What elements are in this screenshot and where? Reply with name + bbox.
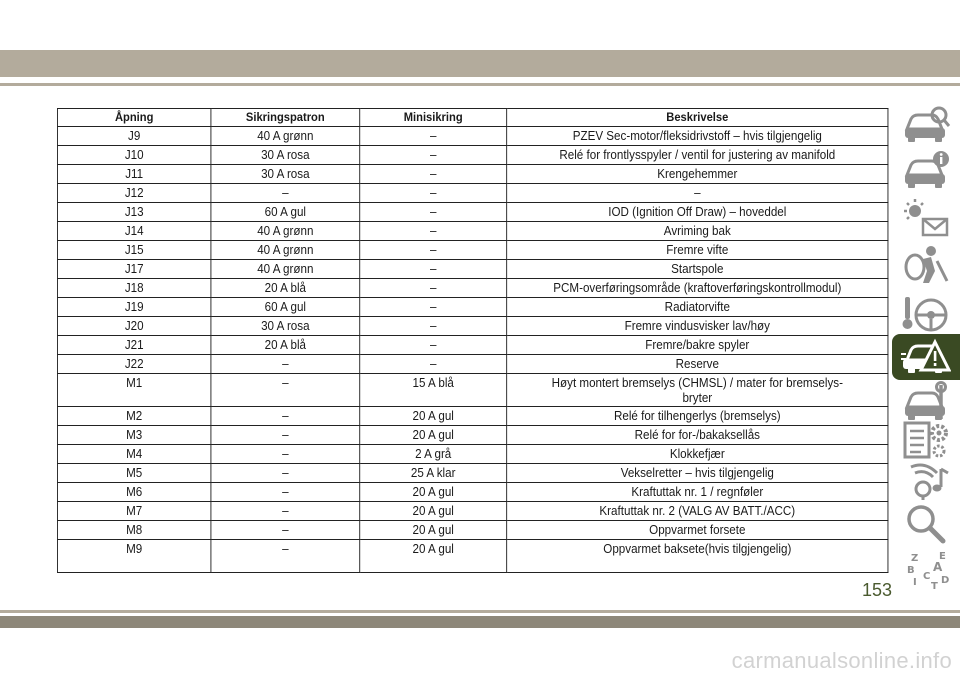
multimedia-music-icon	[901, 459, 951, 506]
cell-mini: –	[360, 165, 507, 184]
nav-tab-multimedia-music[interactable]	[892, 458, 960, 506]
cell-description: Reserve	[507, 355, 888, 374]
cell-slot: J17	[57, 260, 210, 279]
table-row	[57, 146, 887, 165]
cell-slot: M1	[57, 374, 210, 407]
table-row	[57, 407, 887, 426]
cell-slot: M7	[57, 502, 210, 521]
cell-cartridge: –	[211, 374, 360, 407]
nav-tab-search-magnifier[interactable]	[892, 502, 960, 550]
cell-slot: J13	[57, 203, 210, 222]
cell-description: Startspole	[507, 260, 888, 279]
table-row	[57, 483, 887, 502]
table-row	[57, 279, 887, 298]
table-row	[57, 464, 887, 483]
table-row	[57, 203, 887, 222]
cell-mini: –	[360, 184, 507, 203]
cell-cartridge: 40 A grønn	[211, 127, 360, 146]
cell-cartridge: –	[211, 355, 360, 374]
table-row	[57, 426, 887, 445]
table-row	[57, 355, 887, 374]
table-row	[57, 184, 887, 203]
table-row	[57, 502, 887, 521]
table-row	[57, 374, 887, 407]
cell-description: Oppvarmet forsete	[507, 521, 888, 540]
nav-tab-index-letters[interactable]	[892, 548, 960, 596]
search-magnifier-icon	[901, 503, 951, 550]
table-row	[57, 222, 887, 241]
header-band	[0, 50, 960, 77]
cell-description: Relé for frontlysspyler / ventil for justering av manifold	[507, 146, 888, 165]
cell-slot: J20	[57, 317, 210, 336]
table-row	[57, 127, 887, 146]
footer-band	[0, 616, 960, 628]
table-header-row	[57, 109, 887, 127]
cell-mini: –	[360, 127, 507, 146]
cell-cartridge: 20 A blå	[211, 336, 360, 355]
cell-cartridge: –	[211, 445, 360, 464]
cell-cartridge: 30 A rosa	[211, 317, 360, 336]
cell-cartridge: 40 A grønn	[211, 222, 360, 241]
car-search-icon	[901, 103, 951, 150]
cell-description: Fremre vifte	[507, 241, 888, 260]
cell-mini: 20 A gul	[360, 540, 507, 573]
svg-text:E: E	[939, 550, 946, 562]
svg-text:A: A	[933, 559, 943, 574]
col-header-sikringspatron: Sikringspatron	[211, 109, 360, 127]
cell-mini: –	[360, 355, 507, 374]
cell-cartridge: 60 A gul	[211, 298, 360, 317]
cell-cartridge: –	[211, 540, 360, 573]
cell-cartridge: –	[211, 464, 360, 483]
cell-description: Fremre/bakre spyler	[507, 336, 888, 355]
col-header-apning: Åpning	[57, 109, 210, 127]
cell-slot: M5	[57, 464, 210, 483]
cell-mini: 20 A gul	[360, 521, 507, 540]
table-row	[57, 241, 887, 260]
table-row	[57, 336, 887, 355]
cell-slot: J12	[57, 184, 210, 203]
cell-mini: –	[360, 222, 507, 241]
table-row	[57, 260, 887, 279]
svg-text:I: I	[913, 576, 917, 588]
svg-text:T: T	[931, 580, 938, 591]
airbag-passenger-icon	[901, 245, 951, 292]
cell-description: IOD (Ignition Off Draw) – hoveddel	[507, 203, 888, 222]
nav-tab-airbag-passenger[interactable]	[892, 244, 960, 292]
cell-description: Krengehemmer	[507, 165, 888, 184]
cell-slot: M8	[57, 521, 210, 540]
cell-mini: –	[360, 336, 507, 355]
svg-text:D: D	[941, 574, 950, 586]
cell-description: Relé for for-/bakaksellås	[507, 426, 888, 445]
cell-mini: –	[360, 241, 507, 260]
cell-slot: M9	[57, 540, 210, 573]
page-number: 153	[861, 580, 892, 600]
cell-description: Kraftuttak nr. 1 / regnføler	[507, 483, 888, 502]
cell-mini: 25 A klar	[360, 464, 507, 483]
cell-mini: –	[360, 279, 507, 298]
footer-rule	[0, 610, 960, 613]
cell-mini: 20 A gul	[360, 426, 507, 445]
nav-tab-warning-lights-message[interactable]	[892, 196, 960, 244]
cell-slot: M6	[57, 483, 210, 502]
cell-cartridge: 40 A grønn	[211, 241, 360, 260]
cell-slot: J21	[57, 336, 210, 355]
cell-slot: M3	[57, 426, 210, 445]
cell-cartridge: –	[211, 407, 360, 426]
cell-mini: 20 A gul	[360, 502, 507, 521]
cell-description: Avriming bak	[507, 222, 888, 241]
cell-description: PZEV Sec-motor/fleksidrivstoff – hvis tilgjengelig	[507, 127, 888, 146]
cell-cartridge: 30 A rosa	[211, 146, 360, 165]
cell-slot: M2	[57, 407, 210, 426]
cell-mini: 20 A gul	[360, 407, 507, 426]
col-header-minisikring: Minisikring	[360, 109, 507, 127]
cell-description: Klokkefjær	[507, 445, 888, 464]
cell-mini: 2 A grå	[360, 445, 507, 464]
cell-mini: –	[360, 146, 507, 165]
cell-cartridge: –	[211, 426, 360, 445]
cell-cartridge: –	[211, 502, 360, 521]
watermark: carmanualsonline.info	[731, 648, 952, 673]
nav-tab-car-info[interactable]	[892, 148, 960, 196]
cell-description: Oppvarmet baksete(hvis tilgjengelig)	[507, 540, 888, 573]
cell-cartridge: 20 A blå	[211, 279, 360, 298]
cell-slot: J22	[57, 355, 210, 374]
nav-tab-car-hazard-warning[interactable]	[892, 334, 960, 380]
cell-mini: –	[360, 203, 507, 222]
cell-cartridge: –	[211, 521, 360, 540]
cell-description: Kraftuttak nr. 2 (VALG AV BATT./ACC)	[507, 502, 888, 521]
cell-cartridge: 40 A grønn	[211, 260, 360, 279]
index-letters-icon	[901, 549, 951, 596]
cell-slot: J9	[57, 127, 210, 146]
cell-slot: J14	[57, 222, 210, 241]
cell-slot: J10	[57, 146, 210, 165]
cell-description: Relé for tilhengerlys (bremselys)	[507, 407, 888, 426]
cell-slot: J19	[57, 298, 210, 317]
cell-cartridge: 30 A rosa	[211, 165, 360, 184]
cell-cartridge: –	[211, 184, 360, 203]
warning-lights-message-icon	[901, 197, 951, 244]
svg-text:C: C	[923, 570, 931, 582]
cell-slot: J11	[57, 165, 210, 184]
table-row	[57, 540, 887, 573]
cell-cartridge: 60 A gul	[211, 203, 360, 222]
table-row	[57, 298, 887, 317]
cell-mini: 20 A gul	[360, 483, 507, 502]
cell-mini: –	[360, 298, 507, 317]
cell-mini: –	[360, 317, 507, 336]
svg-text:B: B	[907, 564, 915, 576]
cell-mini: –	[360, 260, 507, 279]
cell-mini: 15 A blå	[360, 374, 507, 407]
table-row	[57, 445, 887, 464]
cell-description: Vekselretter – hvis tilgjengelig	[507, 464, 888, 483]
svg-text:Z: Z	[911, 552, 919, 564]
cell-description: Fremre vindusvisker lav/høy	[507, 317, 888, 336]
cell-description: Radiatorvifte	[507, 298, 888, 317]
cell-slot: J18	[57, 279, 210, 298]
steering-wheel-key-icon	[901, 293, 951, 340]
table-row	[57, 317, 887, 336]
col-header-beskrivelse: Beskrivelse	[507, 109, 888, 127]
cell-description: Høyt montert bremselys (CHMSL) / mater for bremselys- bryter	[507, 374, 888, 407]
table-row	[57, 165, 887, 184]
header-rule	[0, 83, 960, 86]
table-body	[57, 127, 887, 573]
table-row	[57, 521, 887, 540]
cell-description: PCM-overføringsområde (kraftoverføringskontrollmodul)	[507, 279, 888, 298]
nav-tab-car-search[interactable]	[892, 102, 960, 150]
cell-slot: M4	[57, 445, 210, 464]
car-info-icon	[901, 149, 951, 196]
car-hazard-warning-icon	[901, 334, 951, 381]
fuse-table	[57, 108, 888, 573]
cell-description: –	[507, 184, 888, 203]
cell-cartridge: –	[211, 483, 360, 502]
cell-slot: J15	[57, 241, 210, 260]
